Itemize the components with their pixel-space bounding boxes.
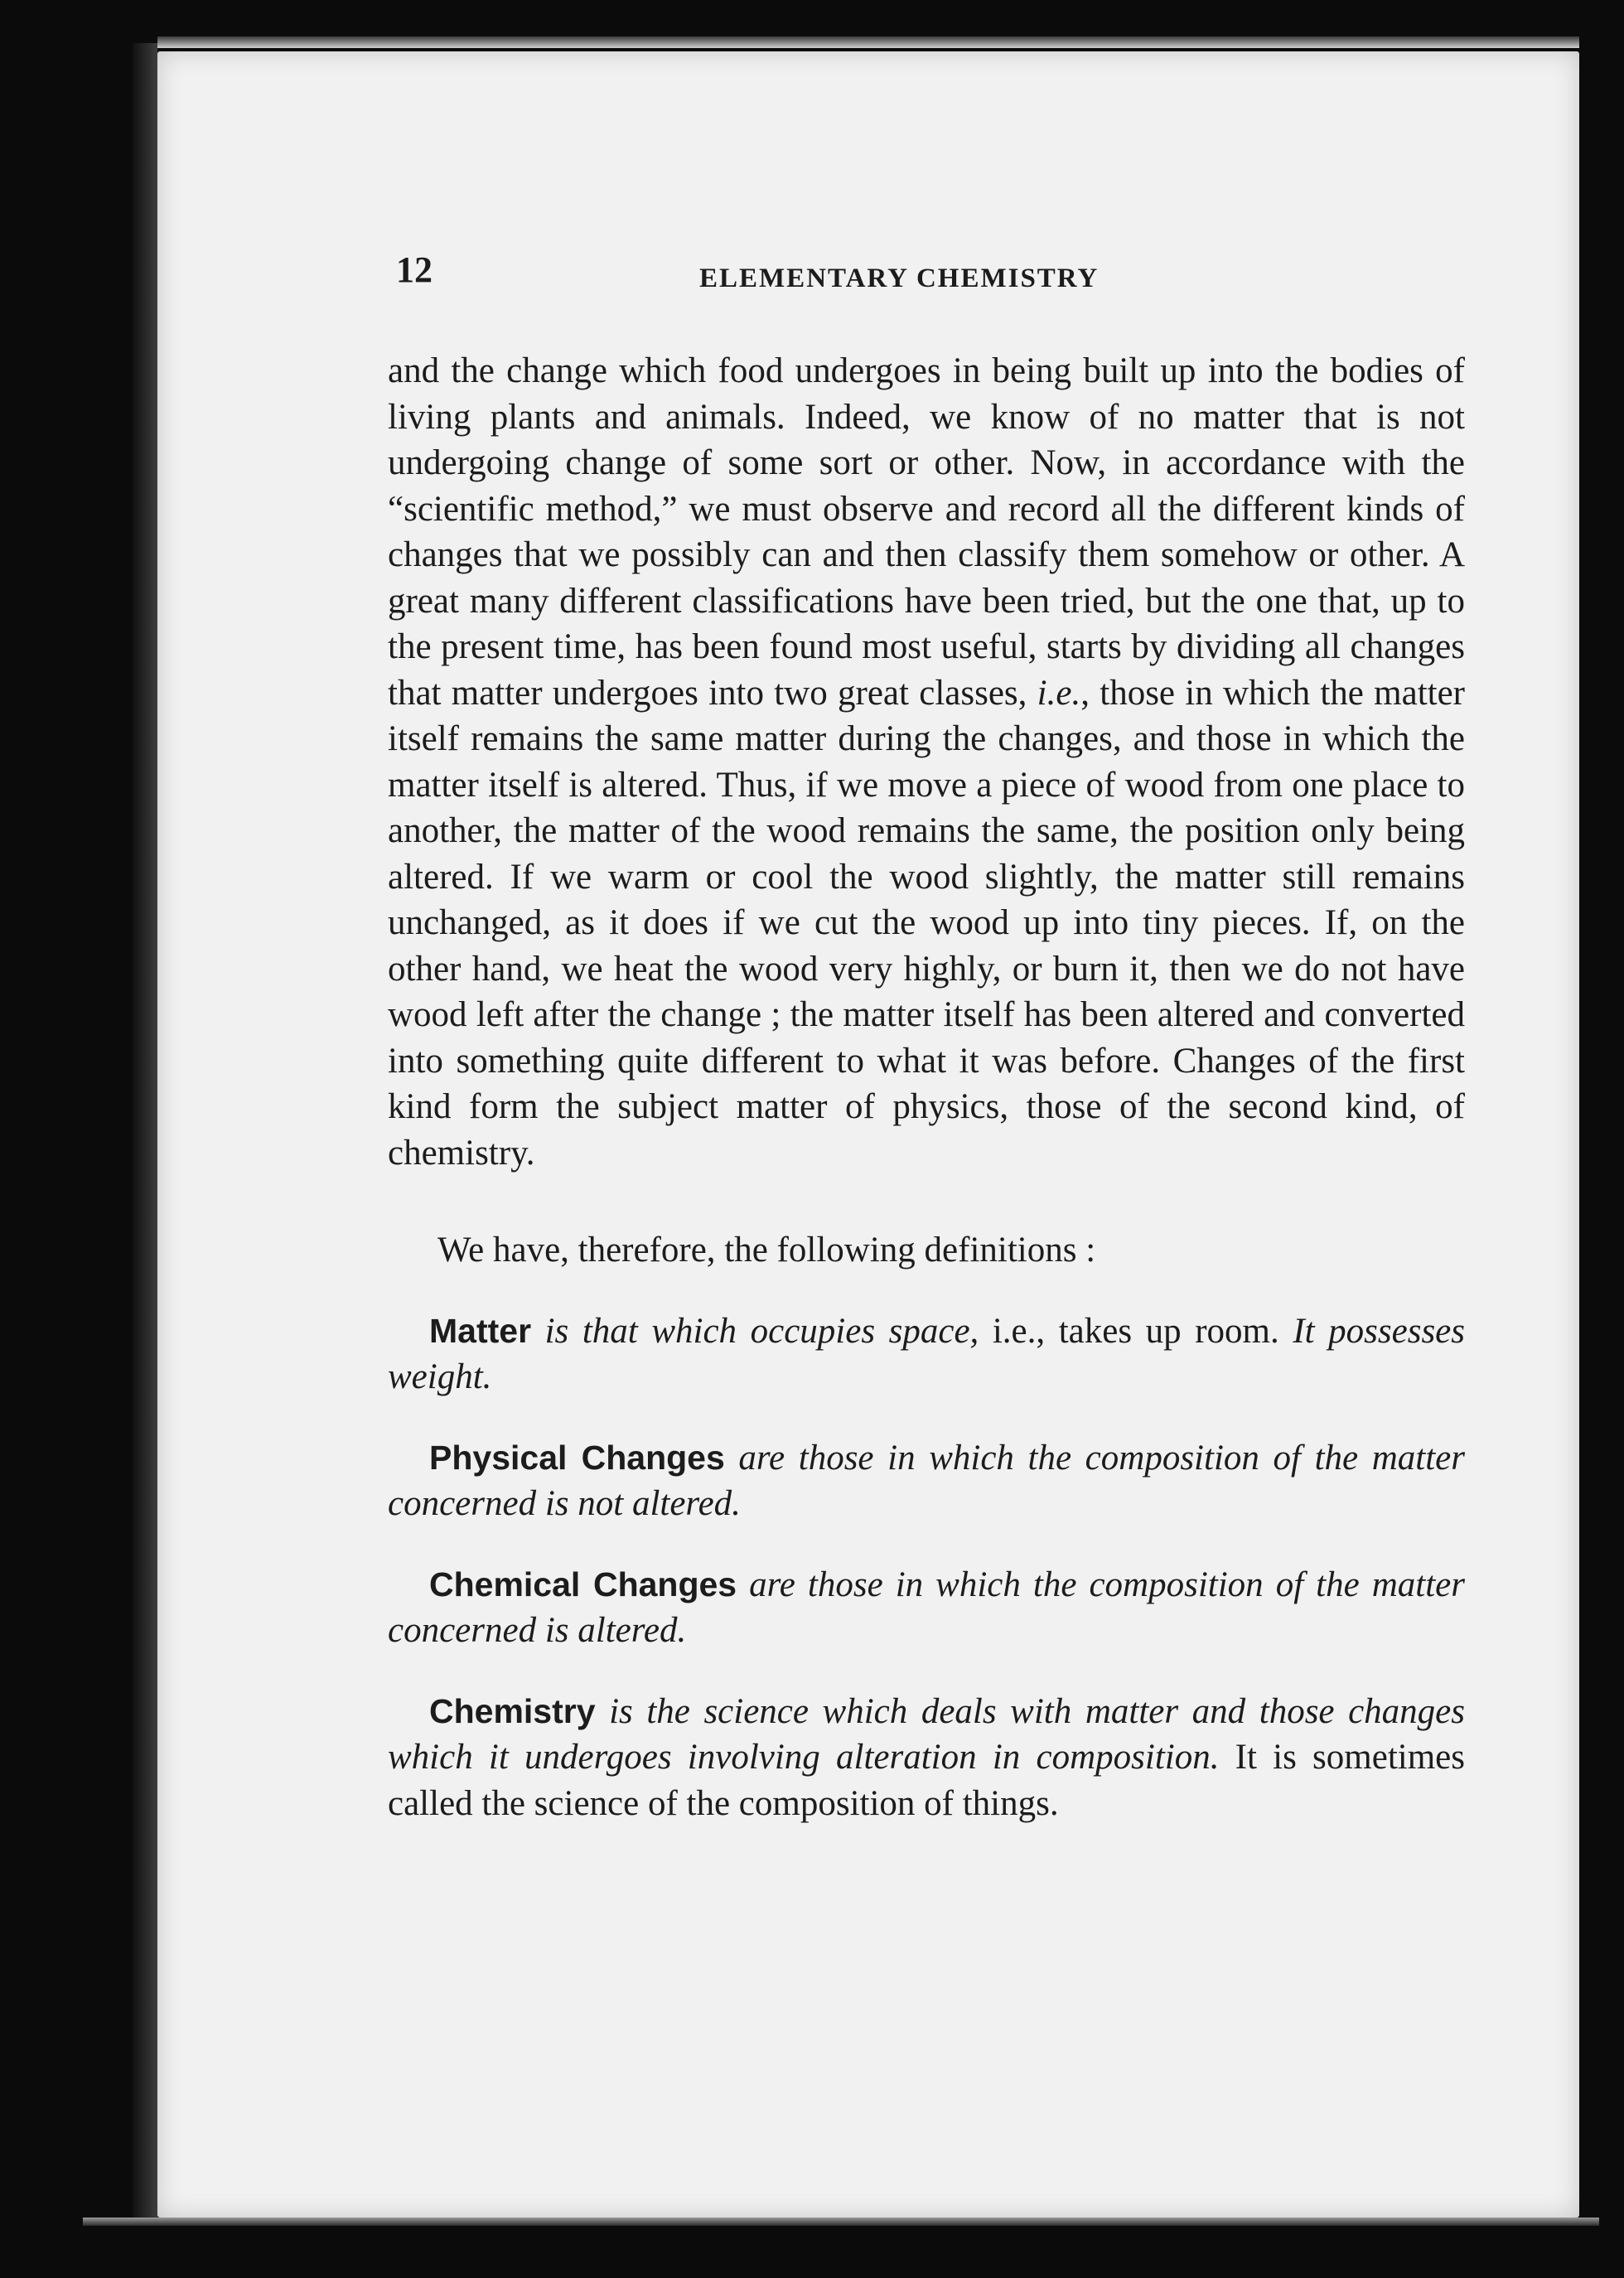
definition-text: are those in which the composition of the matter concerned is not altered.	[388, 1438, 1465, 1523]
page-text	[388, 348, 1465, 1826]
definition-matter	[388, 1308, 1465, 1400]
definition-chemical-changes	[388, 1562, 1465, 1654]
definition-text: is the science which deals with matter and those changes which it undergoes involving alteration in composition.	[388, 1691, 1465, 1777]
definition-chemistry	[388, 1689, 1465, 1827]
paragraph-1-text: and the change which food undergoes in being built up into the bodies of living plants and animals. Indeed, we know of no matter that is not undergoing change of some sort or other. Now, in accordance with the “scientific method,” we must observe and record all the different kinds of changes that we possibly can and then classify them somehow or other. A great many different classifications have been tried, but the one that, up to the present time, has been found most useful, starts by dividing all changes that matter undergoes into two great classes,	[388, 351, 1465, 713]
definition-physical-changes	[388, 1435, 1465, 1527]
definition-text: are those in which the composition of the matter concerned is altered.	[388, 1565, 1466, 1650]
scan-gutter-shadow	[133, 43, 157, 2222]
definition-term: Physical Changes	[429, 1438, 725, 1477]
definition-text-2: It possesses weight.	[388, 1311, 1465, 1396]
ie-abbreviation: i.e.	[1037, 673, 1081, 713]
definition-plain-text: i.e., takes up room.	[979, 1311, 1293, 1351]
paragraph-continued	[388, 348, 1465, 1176]
definition-plain-text: It is sometimes called the science of the composition of things.	[388, 1738, 1465, 1823]
page-header	[396, 249, 1465, 298]
page-top-edge	[157, 36, 1579, 48]
definition-term: Chemistry	[429, 1691, 596, 1730]
page-bottom-edge	[83, 2218, 1599, 2226]
page-number: 12	[396, 249, 433, 290]
running-title: ELEMENTARY CHEMISTRY	[699, 264, 1100, 293]
definitions-intro: We have, therefore, the following definitions :	[437, 1231, 1096, 1270]
definition-term: Matter	[429, 1311, 532, 1350]
paragraph-1-rest: , those in which the matter itself remains the same matter during the changes, and those in which the matter itself is altered. Thus, if we move a piece of wood from one place to another, the matter of the wood remains the same, the position only being altered. If we warm or cool the wood slightly, the matter still remains unchanged, as it does if we cut the wood up into tiny pieces. If, on the other hand, we heat the wood very highly, or burn it, then we do not have wood left after the change ; the matter itself has been altered and converted into something quite different to what it was before. Changes of the first kind form the subject matter of physics, those of the second kind, of chemistry.	[388, 673, 1465, 1173]
definition-text: is that which occupies space,	[531, 1311, 979, 1351]
definition-term: Chemical Changes	[429, 1565, 737, 1603]
